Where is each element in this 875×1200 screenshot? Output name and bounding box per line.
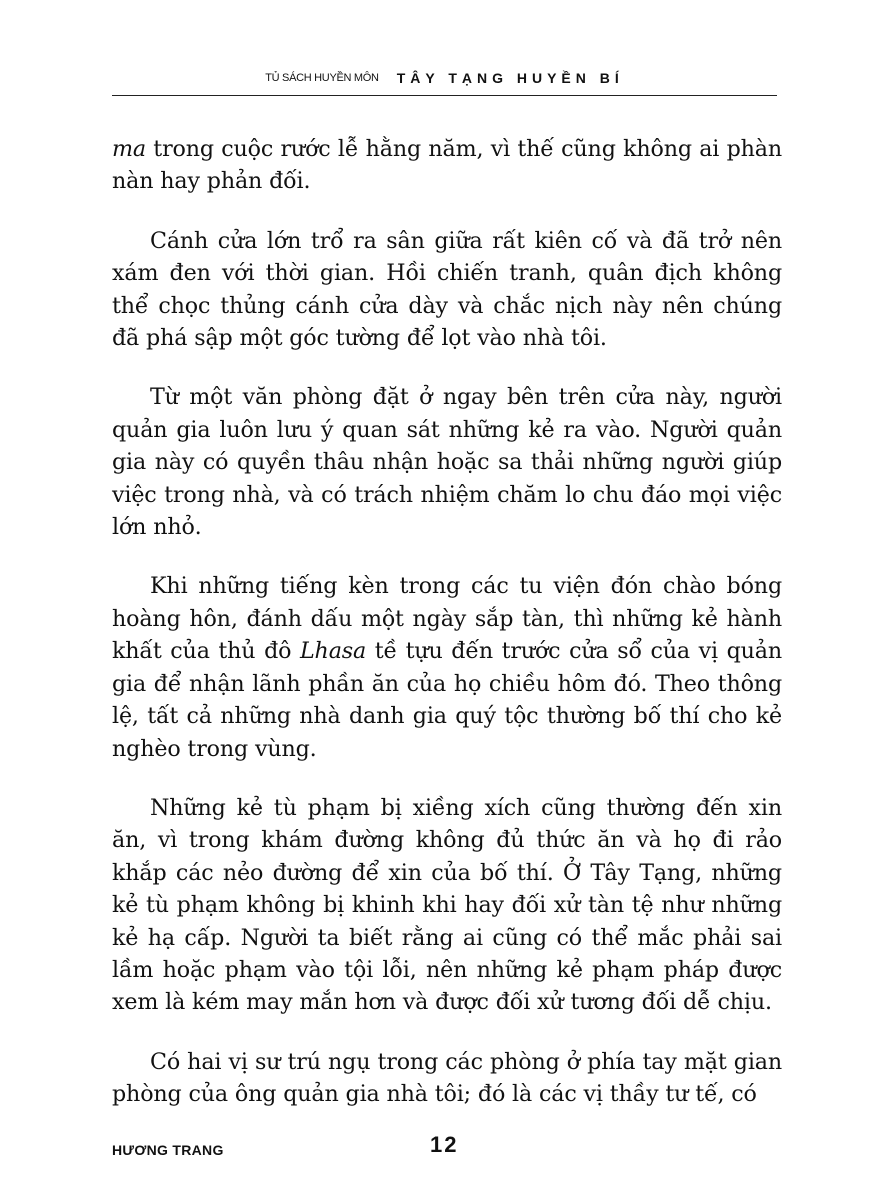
- running-header: [112, 60, 777, 96]
- paragraph-1-text: trong cuộc rước lễ hằng năm, vì thế cũng không ai phàn nàn hay phản đối.: [112, 136, 782, 195]
- paragraph-4-text-before: Khi những tiếng kèn trong các tu viện đón chào bóng hoàng hôn, đánh dấu một ngày sắp tàn, thì những kẻ hành khất của thủ đô: [112, 573, 782, 665]
- paragraph-5: Những kẻ tù phạm bị xiềng xích cũng thường đến xin ăn, vì trong khám đường không đủ thức ăn và họ đi rảo khắp các nẻo đường để xin của bố thí. Ở Tây Tạng, những kẻ tù phạm không bị khinh khi hay đối xử tàn tệ như những kẻ hạ cấp. Người ta biết rằng ai cũng có thể mắc phải sai lầm hoặc phạm vào tội lỗi, nên những kẻ phạm pháp được xem là kém may mắn hơn và được đối xử tương đối dễ chịu.: [112, 794, 782, 1016]
- paragraph-4: [112, 570, 782, 764]
- paragraph-2: Cánh cửa lớn trổ ra sân giữa rất kiên cố và đã trở nên xám đen với thời gian. Hồi chiến tranh, quân địch không thể chọc thủng cánh cửa dày và chắc nịch này nên chúng đã phá sập một góc tường để lọt vào nhà tôi.: [112, 227, 782, 352]
- emphasis-ma: ma: [112, 136, 146, 162]
- book-title: TÂY TẠNG HUYỀN BÍ: [396, 69, 624, 86]
- page-number: 12: [430, 1132, 459, 1157]
- series-name: TỦ SÁCH HUYỀN MÔN: [265, 71, 379, 84]
- paragraph-3: Từ một văn phòng đặt ở ngay bên trên cửa này, người quản gia luôn lưu ý quan sát những kẻ ra vào. Người quản gia này có quyền thâu nhận hoặc sa thải những người giúp việc trong nhà, và có trách nhiệm chăm lo chu đáo mọi việc lớn nhỏ.: [112, 384, 782, 541]
- paragraph-6: Có hai vị sư trú ngụ trong các phòng ở phía tay mặt gian phòng của ông quản gia nhà tôi; đó là các vị thầy tư tế, có: [112, 1048, 782, 1108]
- emphasis-lhasa: Lhasa: [299, 638, 367, 665]
- publisher-name: HƯƠNG TRANG: [112, 1142, 224, 1158]
- paragraph-1: [112, 133, 782, 198]
- page-footer: [112, 1128, 777, 1168]
- body-text: [112, 133, 782, 1138]
- paragraph-4-text-after: tề tựu đến trước cửa sổ của vị quản gia để nhận lãnh phần ăn của họ chiều hôm đó. Theo thông lệ, tất cả những nhà danh gia quý tộc thường bố thí cho kẻ nghèo trong vùng.: [112, 638, 782, 762]
